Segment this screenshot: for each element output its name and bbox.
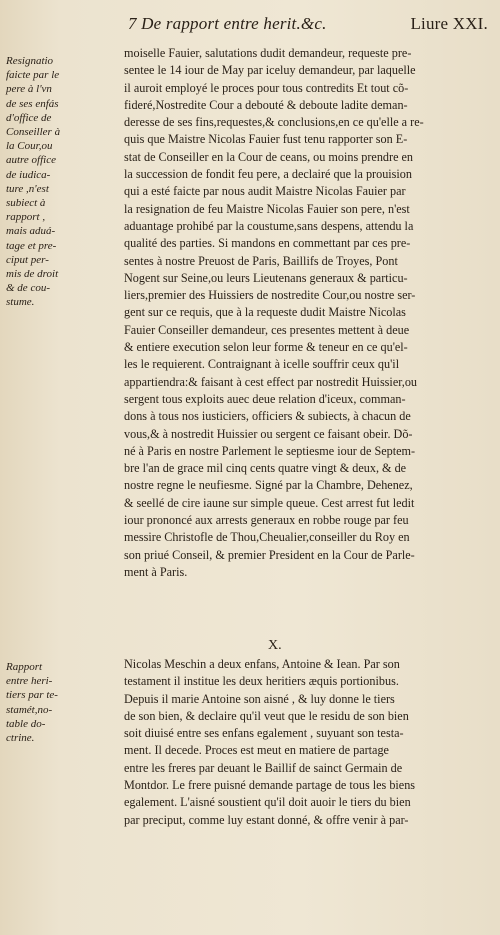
margin-note-line: tiers par te- (6, 689, 58, 702)
margin-note-line: d'office de (6, 111, 52, 124)
text-line: par preciput, comme luy estant donné, & offre venir à par- (124, 812, 409, 827)
text-line: ment. Il decede. Proces est meut en matiere de partage (124, 743, 389, 758)
margin-note-line: Conseiller à (6, 126, 61, 139)
margin-note-line: Rapport (6, 661, 43, 673)
margin-note-line: de iudica- (6, 168, 51, 181)
text-line: sentee le 14 iour de May par iceluy demandeur, par laquelle (124, 63, 416, 78)
header-title: 7 De rapport entre herit.&c. (128, 14, 327, 33)
margin-note-line: entre heri- (6, 675, 53, 688)
text-line: vous,& à nostredit Huissier ou sergent ce faisant obeir. Dõ- (124, 426, 413, 441)
text-line: messire Christofle de Thou,Cheualier,conseiller du Roy en (124, 530, 410, 545)
paragraph-meschin (124, 656, 496, 829)
text-line: ment à Paris. (124, 564, 188, 579)
text-line: moiselle Fauier, salutations dudit demandeur, requeste pre- (124, 46, 412, 60)
text-line: gent sur ce requis, que à la requeste dudit Maistre Nicolas (124, 305, 406, 320)
text-line: la succession de fondit feu pere, a declairé que la prouision (124, 167, 412, 182)
text-line: de son bien, & declaire qu'il veut que le residu de son bien (124, 708, 409, 723)
text-line: soit diuisé entre ses enfans egalement , suyuant son testa- (124, 726, 404, 741)
margin-note-line: autre office (6, 154, 56, 167)
margin-note-rapport (6, 660, 124, 745)
margin-note-line: la Cour,ou (6, 140, 53, 153)
text-line: Fauier Conseiller demandeur, ces presentes mettent à deue (124, 322, 410, 337)
margin-note-line: subiect à (6, 197, 46, 210)
running-header (124, 14, 490, 36)
text-line: stat de Conseiller en la Cour de ceans, ou moins prendre en (124, 149, 414, 164)
text-line: dons à tous nos iusticiers, officiers & subiects, à chacun de (124, 409, 411, 424)
margin-note-resignation (6, 54, 124, 310)
text-line: appartiendra:& faisant à cest effect par nostredit Huissier,ou (124, 374, 418, 389)
text-line: Nicolas Meschin a deux enfans, Antoine & Iean. Par son (124, 657, 400, 671)
text-line: egalement. L'aisné soustient qu'il doit auoir le tiers du bien (124, 795, 411, 810)
text-line: & entiere execution selon leur forme & teneur en ce qu'el- (124, 340, 408, 355)
margin-note-line: ture ,n'est (6, 182, 49, 195)
margin-note-line: stamét,no- (6, 703, 53, 716)
margin-note-line: pere à l'vn (6, 83, 52, 96)
text-line: & seellé de cire iaune sur simple queue. Cest arrest fut ledit (124, 495, 415, 510)
text-line: fideré,Nostredite Cour a debouté & deboute ladite deman- (124, 97, 408, 112)
text-line: bre l'an de grace mil cinq cents quatre vingt & deux, & de (124, 461, 407, 476)
margin-note-line: ciput per- (6, 253, 49, 266)
margin-note-line: stume. (6, 296, 35, 309)
text-line: deresse de ses fins,requestes,& conclusions,en ce qu'elle a re- (124, 115, 424, 130)
margin-note-line: de ses enfás (6, 97, 59, 110)
text-line: sentes à nostre Preuost de Paris, Baillifs de Troyes, Pont (124, 253, 398, 268)
text-line: il auroit employé le proces pour tous contredits Et tout cõ- (124, 80, 409, 95)
text-line: testament il institue les deux heritiers æquis portionibus. (124, 674, 399, 689)
margin-note-line: mis de droit (6, 268, 59, 281)
margin-note-line: mais aduá- (6, 225, 56, 238)
text-line: quis que Maistre Nicolas Fauier fust tenu rapporter son E- (124, 132, 408, 147)
text-line: Montdor. Le frere puisné demande partage de tous les biens (124, 778, 416, 793)
margin-note-line: rapport , (6, 211, 46, 224)
text-line: nostre regne le neufiesme. Signé par la Chambre, Dehenez, (124, 478, 413, 493)
paragraph-arrest (124, 45, 496, 581)
text-line: la resignation de feu Maistre Nicolas Fauier son pere, n'est (124, 201, 410, 216)
text-line: les le requierent. Contraignant à icelle souffrir ceux qu'il (124, 357, 400, 372)
text-line: qualité des parties. Si mandons en commettant par ces pre- (124, 236, 411, 251)
margin-note-line: tage et pre- (6, 239, 57, 252)
text-line: sergent tous exploits auec deue relation d'iceux, comman- (124, 391, 406, 406)
text-line: aduantage prohibé par la coustume,sans despens, attendu la (124, 218, 414, 233)
text-line: iour prononcé aux arrests generaux en robbe rouge par feu (124, 513, 409, 528)
text-line: liers,premier des Huissiers de nostredite Cour,ou nostre ser- (124, 288, 416, 303)
text-line: né à Paris en nostre Parlement le septiesme iour de Septem- (124, 443, 416, 458)
margin-note-line: Resignatio (6, 55, 54, 67)
margin-note-line: ctrine. (6, 732, 35, 745)
text-line: son priué Conseil, & premier President en la Cour de Parle- (124, 547, 415, 562)
text-line: Nogent sur Seine,ou leurs Lieutenans generaux & particu- (124, 270, 408, 285)
section-number: X. (268, 638, 282, 653)
margin-note-line: table do- (6, 717, 46, 730)
text-line: qui a esté faicte par nous audit Maistre Nicolas Fauier par (124, 184, 406, 199)
text-line: entre les freres par deuant le Baillif de sainct Germain de (124, 760, 403, 775)
text-line: Depuis il marie Antoine son aisné , & luy donne le tiers (124, 691, 395, 706)
header-book-number: Liure XXI. (410, 14, 488, 33)
margin-note-line: & de cou- (6, 282, 50, 295)
margin-note-line: faicte par le (6, 69, 60, 82)
